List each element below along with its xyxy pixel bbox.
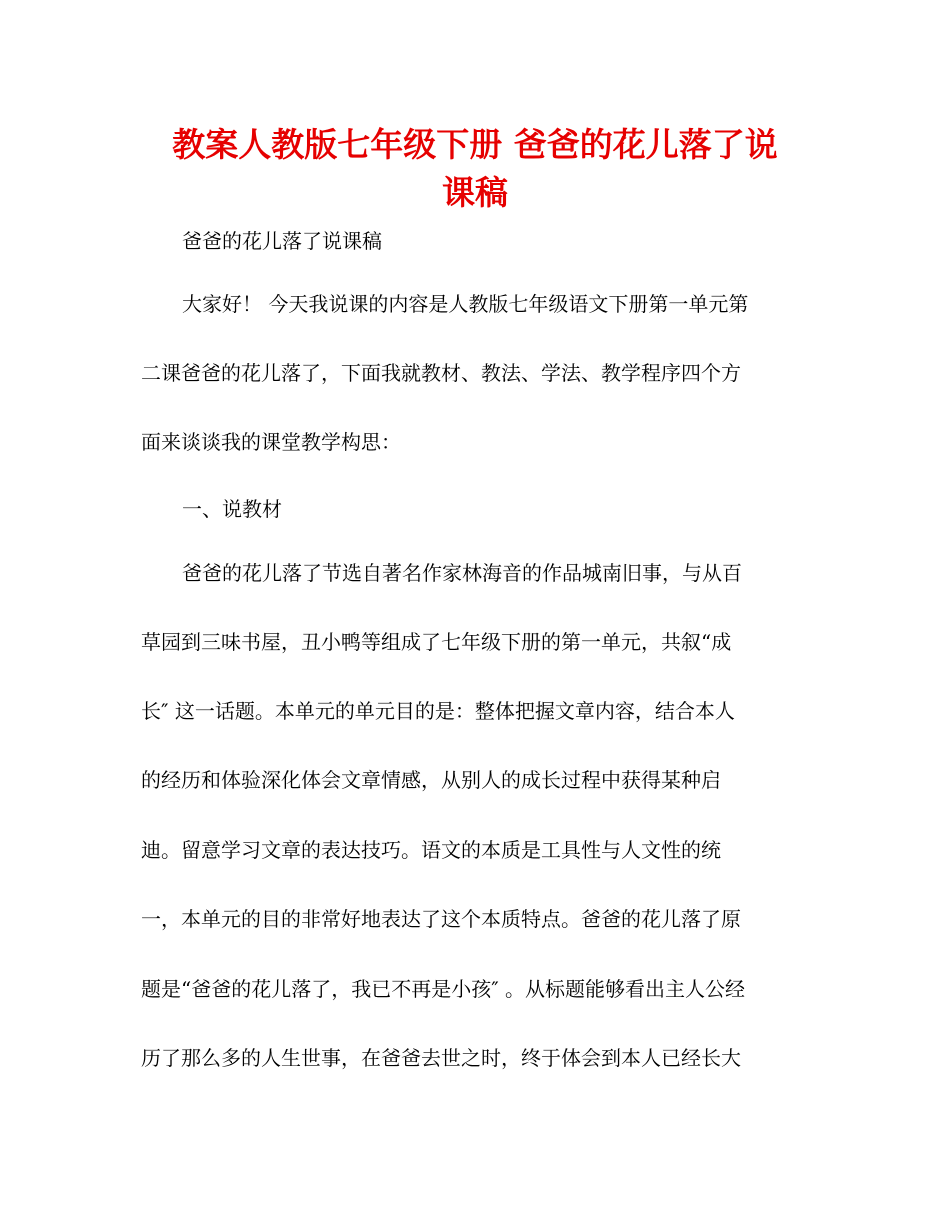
paragraph-line: 爸爸的花儿落了节选自著名作家林海音的作品城南旧事，与从百 bbox=[182, 561, 742, 585]
paragraph-line: 二课爸爸的花儿落了，下面我就教材、教法、学法、教学程序四个方 bbox=[141, 361, 741, 385]
paragraph-line: 大家好！ 今天我说课的内容是人教版七年级语文下册第一单元第 bbox=[182, 292, 749, 316]
paragraph-line: 历了那么多的人生世事，在爸爸去世之时，终于体会到本人已经长大 bbox=[141, 1046, 741, 1070]
paragraph-line: 长″ 这一话题。本单元的单元目的是：整体把握文章内容，结合本人 bbox=[141, 699, 735, 723]
section-heading: 一、说教材 bbox=[182, 497, 282, 521]
document-title-line-2: 课稿 bbox=[442, 173, 508, 212]
paragraph-line: 一，本单元的目的非常好地表达了这个本质特点。爸爸的花儿落了原 bbox=[141, 907, 741, 931]
paragraph-line: 题是“爸爸的花儿落了，我已不再是小孩″ 。从标题能够看出主人公经 bbox=[141, 977, 746, 1001]
subtitle-line: 爸爸的花儿落了说课稿 bbox=[182, 229, 382, 253]
paragraph-line: 迪。留意学习文章的表达技巧。语文的本质是工具性与人文性的统 bbox=[141, 838, 721, 862]
paragraph-line: 面来谈谈我的课堂教学构思： bbox=[141, 430, 401, 454]
paragraph-line: 草园到三味书屋，丑小鸭等组成了七年级下册的第一单元，共叙“成 bbox=[141, 630, 732, 654]
document-title-line-1: 教案人教版七年级下册 爸爸的花儿落了说 bbox=[172, 125, 778, 164]
paragraph-line: 的经历和体验深化体会文章情感，从别人的成长过程中获得某种启 bbox=[141, 768, 721, 792]
